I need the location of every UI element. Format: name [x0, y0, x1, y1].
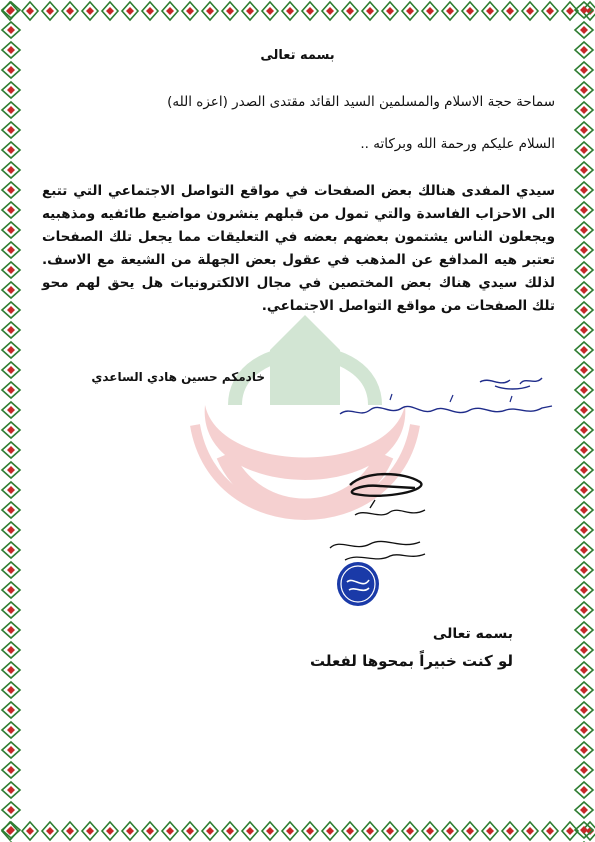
letter-body: سيدي المفدى هنالك بعض الصفحات في مواقع التواصل الاجتماعي التي تتبع الى الاحزاب الفاسدة والتي تمول من قبلهم ينشرون مواضيع طائفيه ومذهبيه ويجعلون الناس يشتمون بعضهم بعضه في التعليقات مما يجعل تلك الصفحات تعتبر هيه المدافع عن المذهب في عقول بعض الجهلة من الشيعة مع الاسف. لذلك سيدي هناك بعض المختصين في مجال الالكترونيات هل يحق لهم محو تلك الصفحات من مواقع التواصل الاجتماعي. [42, 183, 555, 314]
greeting: السلام عليكم ورحمة الله وبركاته .. [360, 136, 555, 152]
handwritten-reply [330, 372, 560, 432]
border-right [573, 0, 595, 842]
reply-title: بسمه تعالى [432, 626, 513, 642]
salutation: بسمه تعالى [260, 48, 335, 63]
border-top [0, 0, 595, 22]
reply-text: لو كنت خبيراً بمحوها لفعلت [309, 652, 513, 670]
seal-stamp [335, 560, 381, 608]
border-bottom [0, 820, 595, 842]
border-left [0, 0, 22, 842]
sender-name: خادمكم حسين هادي الساعدي [91, 370, 265, 384]
addressee: سماحة حجة الاسلام والمسلمين السيد القائد مقتدى الصدر (اعزه الله) [167, 94, 555, 110]
